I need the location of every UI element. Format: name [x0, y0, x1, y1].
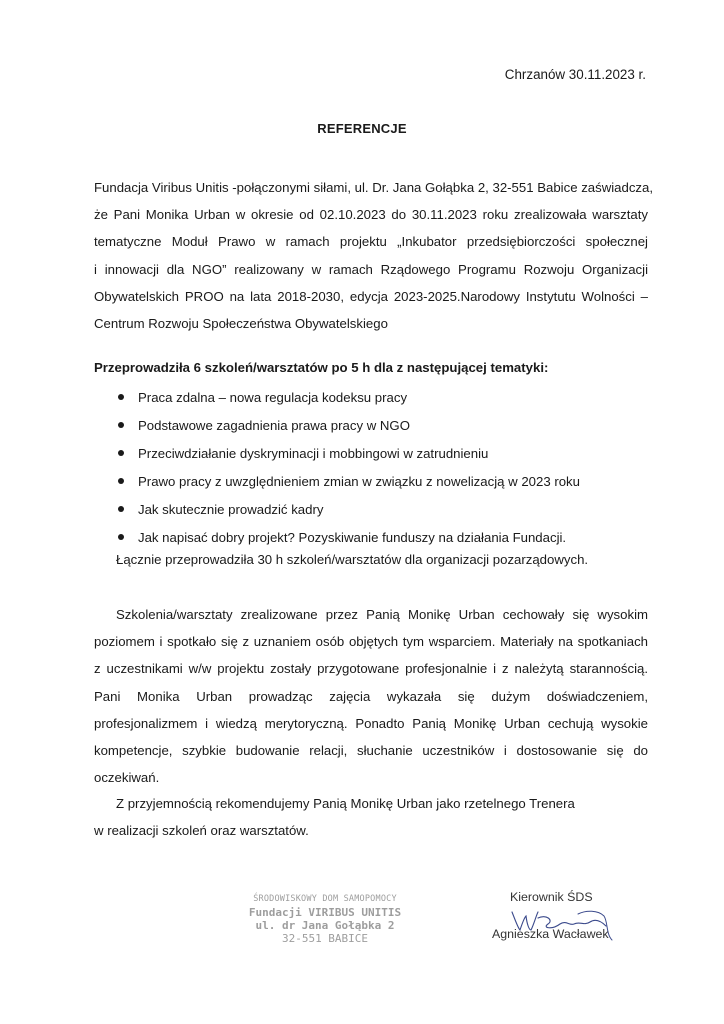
- stamp-line: ŚRODOWISKOWY DOM SAMOPOMOCY: [253, 894, 397, 904]
- evaluation-paragraph: [94, 601, 648, 791]
- stamp-line: 32-551 BABICE: [281, 932, 369, 945]
- total-hours: Łącznie przeprowadziła 30 h szkoleń/warsztatów dla organizacji pozarządowych.: [116, 552, 589, 567]
- list-item: [118, 412, 580, 440]
- intro-line: tematyczne Moduł Prawo w ramach projektu „Inkubator przedsiębiorczości społecznej: [94, 234, 648, 250]
- list-item: [118, 440, 580, 468]
- bullet-icon: [118, 394, 124, 400]
- paragraph-line: Szkolenia/warsztaty zrealizowane przez Panią Monikę Urban cechowały się wysokim: [116, 607, 648, 622]
- list-item: [118, 496, 580, 524]
- list-item: [118, 384, 580, 412]
- bullet-icon: [118, 534, 124, 540]
- intro-line: Centrum Rozwoju Społeczeństwa Obywatelskiego: [94, 316, 388, 332]
- intro-line: Fundacja Viribus Unitis -połączonymi siłami, ul. Dr. Jana Gołąbka 2, 32-551 Babice zaświadcza,: [94, 180, 654, 195]
- intro-paragraph: [94, 174, 654, 337]
- stamp-line: ul. dr Jana Gołąbka 2: [255, 919, 395, 932]
- signature-role: Kierownik ŚDS: [510, 890, 593, 904]
- bullet-icon: [118, 450, 124, 456]
- list-item: [118, 468, 580, 496]
- stamp-line: Fundacji VIRIBUS UNITIS: [248, 906, 402, 919]
- paragraph-line: poziomem i spotkało się z uznaniem osób objętych tym wsparciem. Materiały na spotkaniach: [94, 634, 648, 650]
- topic-text: Podstawowe zagadnienia prawa pracy w NGO: [138, 418, 410, 433]
- list-item: [118, 524, 580, 552]
- letter-date: Chrzanów 30.11.2023 r.: [504, 67, 646, 82]
- intro-line: i innowacji dla NGO” realizowany w ramach Rządowego Programu Rozwoju Organizacji: [94, 261, 648, 277]
- letter-title: REFERENCJE: [317, 121, 407, 136]
- bullet-icon: [118, 506, 124, 512]
- paragraph-line: kompetencje, szybkie budowanie relacji, słuchanie uczestników i dostosowanie się do: [94, 743, 648, 759]
- bullet-icon: [118, 422, 124, 428]
- topic-text: Przeciwdziałanie dyskryminacji i mobbingowi w zatrudnieniu: [138, 446, 489, 461]
- intro-line: że Pani Monika Urban w okresie od 02.10.2023 do 30.11.2023 roku zrealizowała warsztaty: [94, 207, 648, 223]
- paragraph-line: z uczestnikami w/w projektu zostały przygotowane profesjonalnie i z należytą starannością.: [94, 661, 648, 677]
- topic-text: Jak skutecznie prowadzić kadry: [138, 502, 324, 517]
- recommendation-paragraph: [94, 790, 648, 844]
- bullet-icon: [118, 478, 124, 484]
- paragraph-line: profesjonalizmem i wiedzą merytoryczną. Ponadto Panią Monikę Urban cechują wysokie: [94, 715, 648, 731]
- topic-text: Jak napisać dobry projekt? Pozyskiwanie funduszy na działania Fundacji.: [138, 530, 567, 545]
- intro-line: Obywatelskich PROO na lata 2018-2030, edycja 2023-2025.Narodowy Instytutu Wolności –: [94, 288, 648, 304]
- topics-list: [118, 384, 580, 552]
- paragraph-line: Z przyjemnością rekomendujemy Panią Monikę Urban jako rzetelnego Trenera: [116, 796, 575, 811]
- topic-text: Prawo pracy z uwzględnieniem zmian w związku z nowelizacją w 2023 roku: [138, 474, 580, 489]
- paragraph-line: oczekiwań.: [94, 770, 160, 786]
- organization-stamp: [240, 893, 410, 945]
- paragraph-line: Pani Monika Urban prowadząc zajęcia wykazała się dużym doświadczeniem,: [94, 688, 648, 704]
- signature-name: Agnieszka Wacławek: [492, 927, 609, 941]
- trainings-lead: Przeprowadziła 6 szkoleń/warsztatów po 5 h dla z następującej tematyki:: [94, 360, 549, 375]
- paragraph-line: w realizacji szkoleń oraz warsztatów.: [94, 823, 309, 839]
- topic-text: Praca zdalna – nowa regulacja kodeksu pracy: [138, 390, 408, 405]
